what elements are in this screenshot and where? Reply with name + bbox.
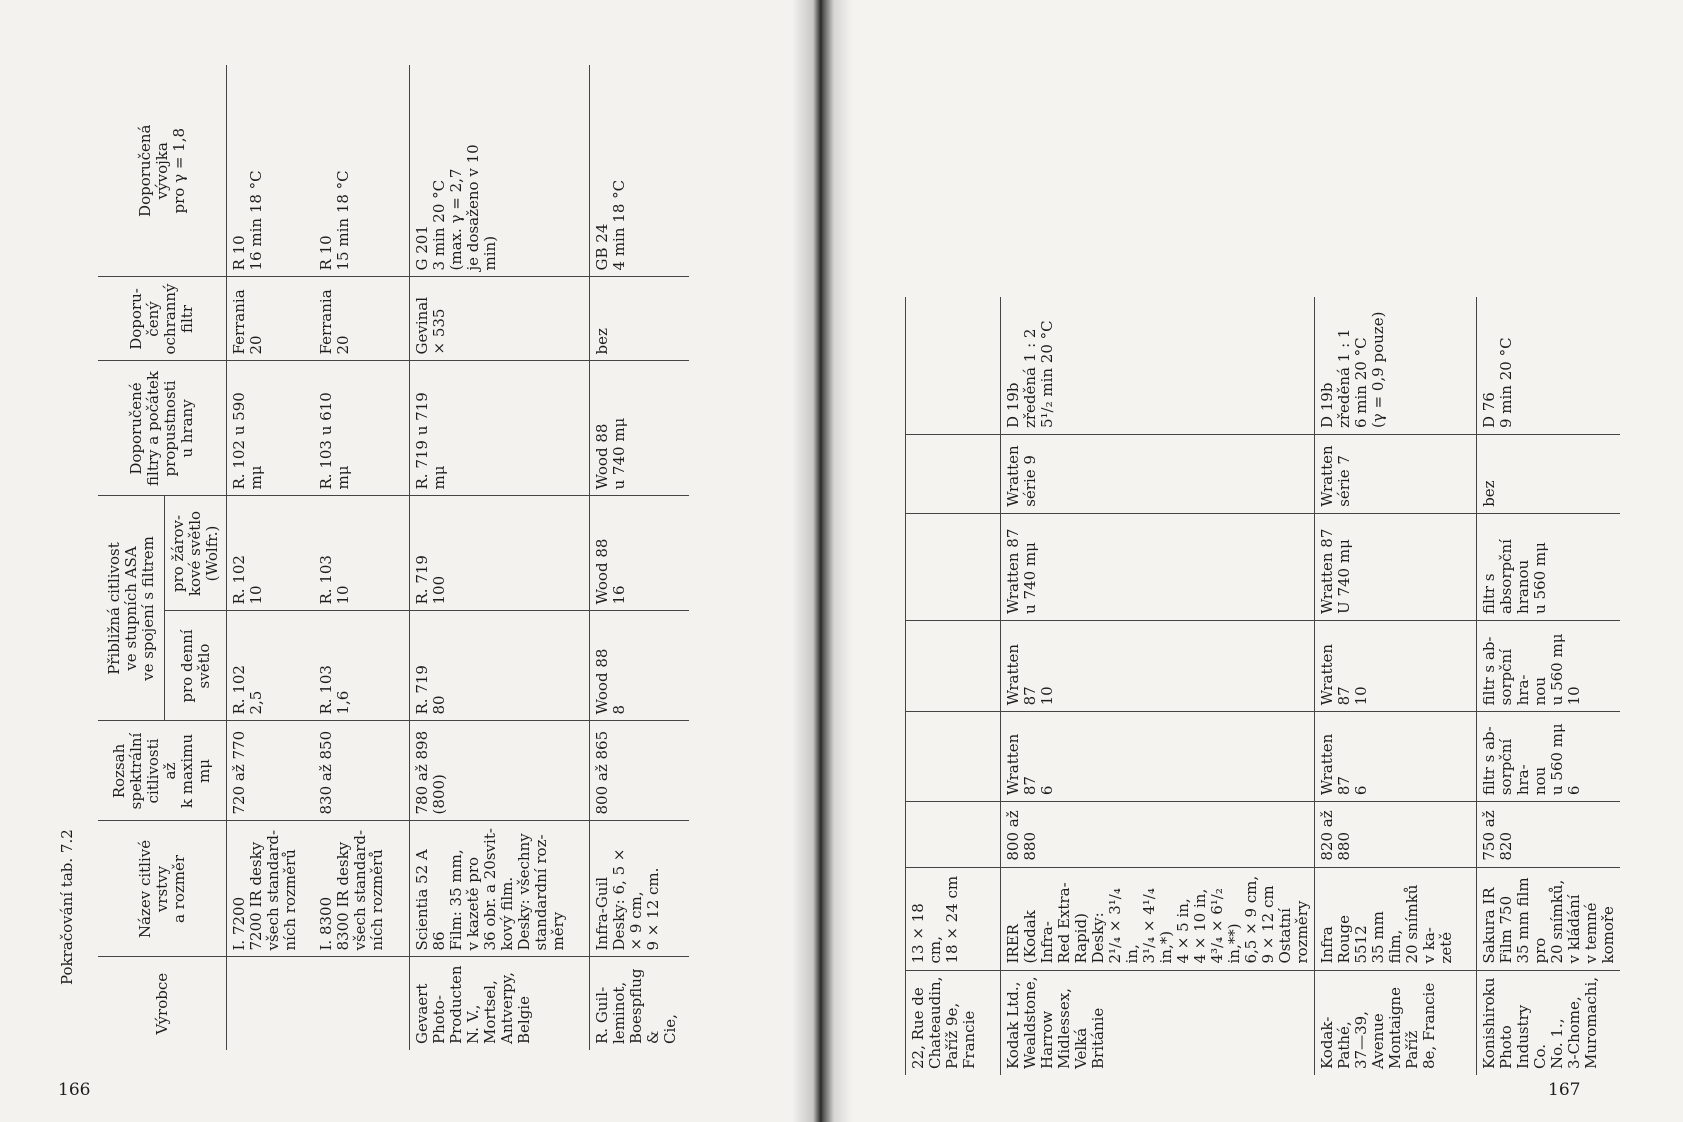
header-ochranny: Doporu- čený ochranný filtr — [98, 277, 226, 361]
header-nazev: Název citlivé vrstvy a rozměr — [98, 821, 226, 957]
header-vyvojka: Doporučená vývojka pro γ = 1,8 — [98, 65, 226, 277]
page-number-left: 166 — [58, 1080, 91, 1100]
right-table-rotated — [905, 297, 1620, 1075]
header-rozsah: Rozsah spektrální citlivosti až k maximu mμ — [98, 721, 226, 821]
header-citlivost: Přibližná citlivost ve stupních ASA ve spojení s filtrem — [98, 496, 164, 721]
left-table — [98, 65, 689, 1050]
table-caption-rotated — [58, 829, 76, 985]
right-table — [905, 297, 1620, 1075]
header-vyrobce: Výrobce — [98, 957, 226, 1050]
table-row: Konishiroku Photo Industry Co. No. 1., 3-Chome, Muromachi, Sakura IR Film 750 35 mm film pro 20 snímků, v kládání v temné komoře 750 až 820 filtr s ab- sorpční hra- nou u 560 mμ 6 filtr s ab- sorpční hra- nou u 560 mμ 10 filtr s absorpční hranou u 560 mμ bez D 76 9 min 20 °C — [1477, 297, 1621, 1075]
table-row: R. Guil- leminot, Boespflug & Cie, Infra-Guil Desky: 6, 5 × × 9 cm, 9 × 12 cm. 800 až 865 Wood 88 8 Wood 88 16 Wood 88 u 740 mμ bez GB 24 4 min 18 °C — [589, 65, 689, 1050]
table-row: I. 7200 7200 IR desky všech standard- ních rozměrů 720 až 770 R. 102 2,5 R. 102 10 R. 102 u 590 mμ Ferrania 20 R 10 16 min 18 °C — [226, 65, 314, 1050]
header-zarov: pro žárov- kové světlo (Wolfr.) — [164, 496, 226, 611]
left-table-rotated — [98, 65, 689, 1050]
table-row: Gevaert Photo- Producten N. V., Mortsel, Antverpy, Belgie Scientia 52 A 86 Film: 35 mm, v kazetě pro 36 obr. a 20svit- kový film. Desky: všechny standardní roz- měry 780 až 898 (800) R. 719 80 R. 719 100 R. 719 u 719 mμ Gevinal × 535 G 201 3 min 20 °C (max. γ = 2,7 je dosaženo v 10 min) — [409, 65, 589, 1050]
table-caption: Pokračování tab. 7.2 — [58, 829, 76, 985]
page-number-right: 167 — [1548, 1080, 1581, 1100]
table-row: Kodak Ltd., Wealdstone, Harrow Midlessex, Velká Británie IRER (Kodak Infra- Red Extra- Rapid) Desky: 2¹/₄ × 3¹/₄ in, 3¹/₄ × 4¹/₄ in,*) 4 × 5 in, 4 × 10 in, 4³/₄ × 6¹/₂ in,**) 6,5 × 9 cm, 9 × 12 cm Ostatní rozměry 800 až 880 Wratten 87 6 Wratten 87 10 Wratten 87 u 740 mμ Wratten série 9 D 19b zředěná 1 : 2 5¹/₂ min 20 °C — [1001, 297, 1315, 1075]
table-row: 22, Rue de Chateaudin, Paříž 9e, Francie 13 × 18 cm, 18 × 24 cm — [906, 297, 1001, 1075]
header-filtry: Doporučené filtry a počátek propustnosti u hrany — [98, 361, 226, 496]
table-row: Kodak- Pathé, 37—39, Avenue Montaigne Paříž 8e, Francie Infra Rouge 5512 35 mm film, 20 snímků v ka- zetě 820 až 880 Wratten 87 6 Wratten 87 10 Wratten 87 U 740 mμ Wratten série 7 D 19b zředěná 1 : 1 6 min 20 °C (γ = 0,9 pouze) — [1315, 297, 1477, 1075]
header-denni: pro denní světlo — [164, 611, 226, 721]
table-row: I. 8300 8300 IR desky všech standard- ních rozměrů 830 až 850 R. 103 1,6 R. 103 10 R. 103 u 610 mμ Ferrania 20 R 10 15 min 18 °C — [314, 65, 409, 1050]
book-gutter — [792, 0, 852, 1122]
